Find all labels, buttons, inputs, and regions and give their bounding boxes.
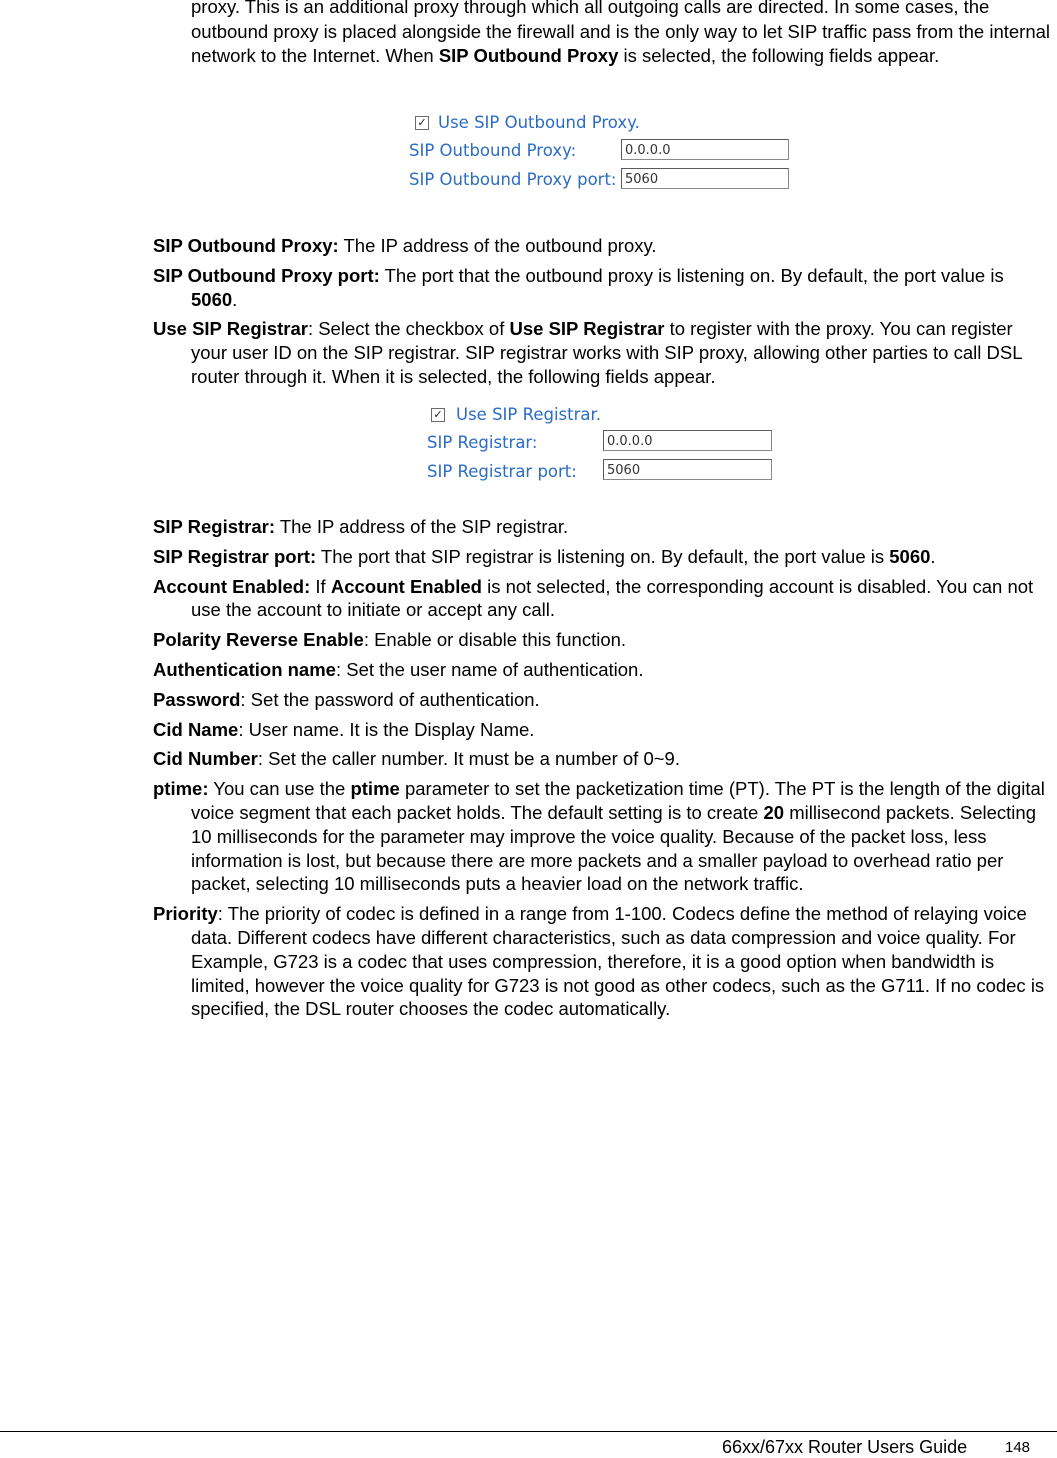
def-text: : Select the checkbox of: [307, 318, 510, 340]
def-strong: 20: [763, 801, 785, 823]
intro-line: is selected,: [618, 45, 717, 66]
footer-title: 66xx/67xx Router Users Guide: [722, 1437, 968, 1457]
sip-registrar-port-input[interactable]: 5060: [603, 459, 772, 480]
def-text: : The priority of codec is defined in a range from 1-100. Codecs define the method of relaying voice data. Different codecs have different characteristics, such as data compression and voice quality. For Example, G723 is a codec that uses compression, therefore, it is a good option when bandwidth is limited, however the voice quality for G723 is not good as other codecs, such as the G711. If no codec is specified, the DSL router chooses the codec automatically.: [191, 903, 1045, 1020]
sip-registrar-port-label: SIP Registrar port:: [427, 462, 577, 481]
intro-paragraph: [191, 0, 1051, 69]
outbound-proxy-port-input[interactable]: 5060: [621, 168, 789, 189]
def-authentication-name: [153, 658, 1053, 682]
def-text: The port that the outbound proxy is listening on. By default, the port value is: [379, 264, 1004, 286]
def-term: Priority: [153, 903, 218, 925]
sip-registrar-screenshot: [427, 404, 777, 486]
def-term: Cid Name: [153, 718, 239, 740]
def-term: SIP Outbound Proxy port:: [153, 264, 380, 286]
def-term: SIP Registrar:: [153, 516, 276, 537]
def-tail: millisecond packets. Selecting 10 milliseconds for the parameter may improve the voice quality. Because of the packet loss, less information is lost, but because there are more packets and a smaller payload to overhead ratio per packet, selecting 10 milliseconds puts a heavier load on the network traffic.: [191, 801, 1036, 895]
def-term: Authentication name: [153, 658, 336, 680]
def-use-sip-registrar: [153, 317, 1053, 388]
def-term: Use SIP Registrar: [153, 318, 308, 340]
outbound-proxy-port-label: SIP Outbound Proxy port:: [409, 170, 617, 189]
def-text: : Set the password of authentication.: [240, 688, 540, 710]
footer-divider: [0, 1431, 1057, 1432]
def-text: : User name. It is the Display Name.: [238, 718, 535, 740]
def-strong: ptime: [350, 778, 400, 800]
def-text: If: [310, 575, 331, 597]
def-ptime: [153, 777, 1053, 896]
def-cid-name: [153, 718, 1053, 742]
def-tail: .: [930, 545, 936, 567]
def-text: : Set the user name of authentication.: [335, 658, 644, 680]
use-sip-registrar-checkbox[interactable]: ✓: [431, 408, 445, 422]
def-password: [153, 688, 1053, 712]
def-term: Account Enabled:: [153, 575, 311, 597]
intro-line: traffic pass from the internal network to the Internet. When: [191, 20, 1051, 66]
def-text: The port that SIP registrar is listening on. By default, the port value is: [316, 545, 890, 567]
intro-line: cases, the outbound proxy is placed alongside the firewall and is the only way to let SIP: [191, 0, 990, 42]
def-tail: is not selected, the corresponding account is disabled. You can not use the account to initiate or accept any call.: [191, 575, 1034, 621]
def-sip-registrar: [153, 515, 1053, 539]
def-cid-number: [153, 747, 1053, 771]
page-number: 148: [1005, 1439, 1031, 1456]
def-text: You can use the: [208, 778, 351, 800]
def-sip-registrar-port: [153, 545, 1053, 569]
outbound-proxy-input[interactable]: 0.0.0.0: [621, 139, 789, 160]
def-account-enabled: [153, 575, 1053, 623]
def-term: Cid Number: [153, 748, 258, 770]
def-strong: 5060: [889, 545, 931, 567]
def-text: : Set the caller number. It must be a number of 0~9.: [257, 748, 680, 770]
intro-strong: SIP Outbound Proxy: [438, 45, 619, 66]
def-tail: to register with the proxy. You can register your user ID on the SIP registrar. SIP registrar works with SIP proxy, allowing other parties to call DSL router through it. When it is selected, the following fields appear.: [191, 318, 1022, 387]
def-priority: [153, 902, 1053, 1021]
def-polarity-reverse: [153, 628, 1053, 652]
intro-line: proxy. This is an additional proxy through which all outgoing calls are directed. In some: [191, 0, 900, 17]
def-tail: .: [232, 288, 238, 310]
def-term: SIP Registrar port:: [153, 545, 317, 567]
def-outbound-proxy: [153, 234, 1053, 258]
def-text: The IP address of the outbound proxy.: [338, 235, 657, 256]
def-term: Polarity Reverse Enable: [153, 629, 364, 651]
outbound-proxy-label: SIP Outbound Proxy:: [409, 141, 577, 160]
definitions-group-2: [153, 515, 1053, 1021]
def-tail: parameter to set the packetization time (PT). The PT is the length of the digital voice segment that each packet holds. The default setting is to create: [191, 778, 1045, 823]
use-outbound-proxy-checkbox[interactable]: ✓: [415, 116, 429, 130]
use-sip-registrar-label: Use SIP Registrar.: [456, 405, 602, 424]
def-text: The IP address of the SIP registrar.: [275, 516, 569, 537]
sip-registrar-label: SIP Registrar:: [427, 433, 538, 452]
def-term: SIP Outbound Proxy:: [153, 235, 339, 256]
definitions-group-1: [153, 234, 1053, 389]
use-outbound-proxy-label: Use SIP Outbound Proxy.: [438, 113, 640, 132]
sip-registrar-input[interactable]: 0.0.0.0: [603, 430, 772, 451]
outbound-proxy-screenshot: [409, 112, 794, 194]
def-term: Password: [153, 688, 241, 710]
def-strong: 5060: [191, 288, 233, 310]
def-strong: Account Enabled: [330, 575, 482, 597]
def-outbound-proxy-port: [153, 264, 1053, 312]
def-strong: Use SIP Registrar: [509, 318, 665, 340]
intro-line: the following fields appear.: [721, 45, 940, 66]
def-text: : Enable or disable this function.: [363, 629, 627, 651]
def-term: ptime:: [153, 778, 209, 800]
